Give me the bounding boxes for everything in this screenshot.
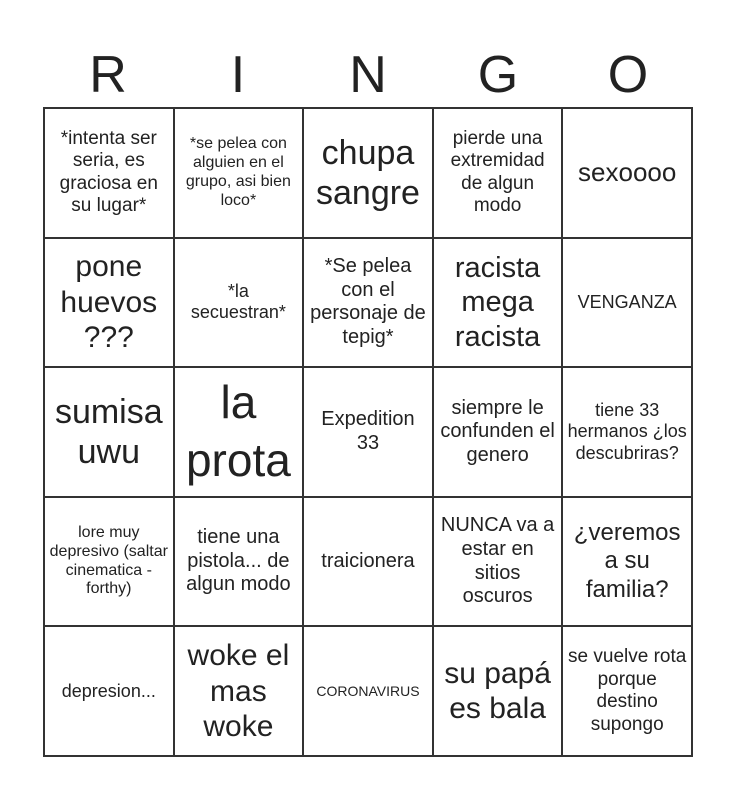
bingo-cell[interactable]: NUNCA va a estar en sitios oscuros — [433, 497, 563, 627]
bingo-cell[interactable]: traicionera — [303, 497, 433, 627]
bingo-cell[interactable]: VENGANZA — [562, 238, 692, 368]
bingo-cell[interactable]: *se pelea con alguien en el grupo, asi bien loco* — [174, 108, 304, 238]
bingo-cell[interactable]: *Se pelea con el personaje de tepig* — [303, 238, 433, 368]
bingo-cell[interactable]: la prota — [174, 367, 304, 497]
bingo-cell[interactable]: *intenta ser seria, es graciosa en su lugar* — [44, 108, 174, 238]
header-letter-o: O — [607, 46, 649, 104]
bingo-header — [43, 44, 693, 106]
bingo-cell[interactable]: racista mega racista — [433, 238, 563, 368]
header-letter-i: I — [230, 46, 246, 104]
header-letter-g: G — [477, 46, 519, 104]
bingo-cell[interactable]: ¿veremos a su familia? — [562, 497, 692, 627]
bingo-cell[interactable]: chupa sangre — [303, 108, 433, 238]
bingo-cell[interactable]: lore muy depresivo (saltar cinematica - forthy) — [44, 497, 174, 627]
bingo-cell[interactable]: sumisa uwu — [44, 367, 174, 497]
bingo-cell[interactable]: siempre le confunden el genero — [433, 367, 563, 497]
bingo-cell[interactable]: tiene una pistola... de algun modo — [174, 497, 304, 627]
bingo-cell[interactable]: su papá es bala — [433, 626, 563, 756]
bingo-card-grid — [43, 107, 693, 757]
bingo-cell[interactable]: woke el mas woke — [174, 626, 304, 756]
bingo-cell[interactable]: tiene 33 hermanos ¿los descubriras? — [562, 367, 692, 497]
header-letter-n: N — [349, 46, 387, 104]
bingo-cell[interactable]: pierde una extremidad de algun modo — [433, 108, 563, 238]
bingo-cell[interactable]: sexoooo — [562, 108, 692, 238]
bingo-cell[interactable]: CORONAVIRUS — [303, 626, 433, 756]
bingo-cell[interactable]: Expedition 33 — [303, 367, 433, 497]
bingo-cell[interactable]: se vuelve rota porque destino supongo — [562, 626, 692, 756]
bingo-cell[interactable]: depresion... — [44, 626, 174, 756]
header-letter-r: R — [89, 46, 127, 104]
bingo-cell[interactable]: *la secuestran* — [174, 238, 304, 368]
bingo-cell[interactable]: pone huevos ??? — [44, 238, 174, 368]
